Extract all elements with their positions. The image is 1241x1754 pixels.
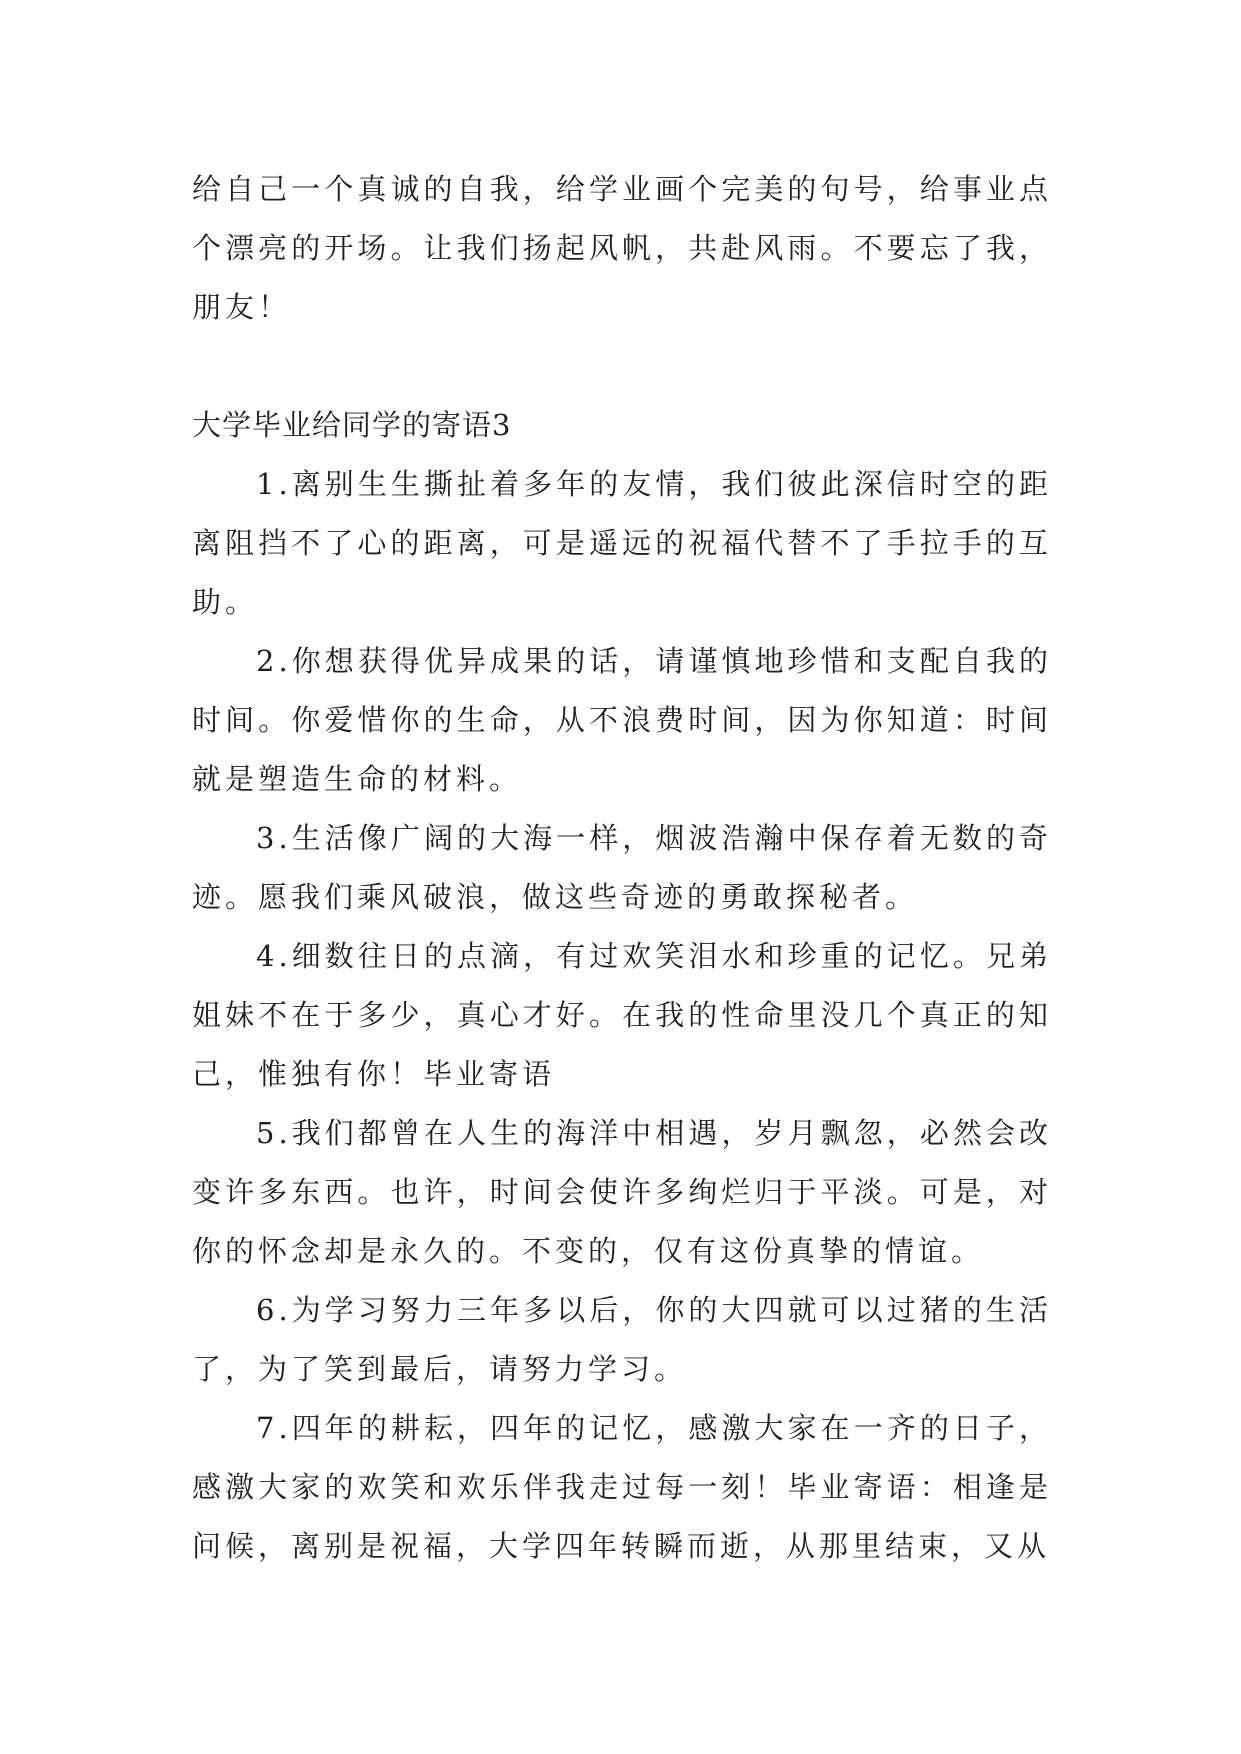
list-item: 3.生活像广阔的大海一样，烟波浩瀚中保存着无数的奇迹。愿我们乘风破浪，做这些奇迹的勇敢探秘者。	[192, 821, 1052, 914]
list-item: 4.细数往日的点滴，有过欢笑泪水和珍重的记忆。兄弟姐妹不在于多少，真心才好。在我的性命里没几个真正的知己，惟独有你！毕业寄语	[192, 939, 1052, 1091]
list-item: 6.为学习努力三年多以后，你的大四就可以过猪的生活了，为了笑到最后，请努力学习。	[192, 1293, 1052, 1386]
section-heading: 大学毕业给同学的寄语3	[192, 408, 512, 442]
list-item: 7.四年的耕耘，四年的记忆，感激大家在一齐的日子，感激大家的欢笑和欢乐伴我走过每一刻！毕业寄语：相逢是问候，离别是祝福，大学四年转瞬而逝，从那里结束，又从	[192, 1411, 1052, 1563]
list-item: 1.离别生生撕扯着多年的友情，我们彼此深信时空的距离阻挡不了心的距离，可是遥远的祝福代替不了手拉手的互助。	[192, 467, 1052, 619]
list-item: 5.我们都曾在人生的海洋中相遇，岁月飘忽，必然会改变许多东西。也许，时间会使许多绚烂归于平淡。可是，对你的怀念却是永久的。不变的，仅有这份真挚的情谊。	[192, 1116, 1052, 1268]
intro-paragraph: 给自己一个真诚的自我，给学业画个完美的句号，给事业点个漂亮的开场。让我们扬起风帆，共赴风雨。不要忘了我，朋友！	[192, 172, 1052, 324]
document-body	[192, 160, 1052, 1576]
list-item: 2.你想获得优异成果的话，请谨慎地珍惜和支配自我的时间。你爱惜你的生命，从不浪费时间，因为你知道：时间就是塑造生命的材料。	[192, 644, 1052, 796]
